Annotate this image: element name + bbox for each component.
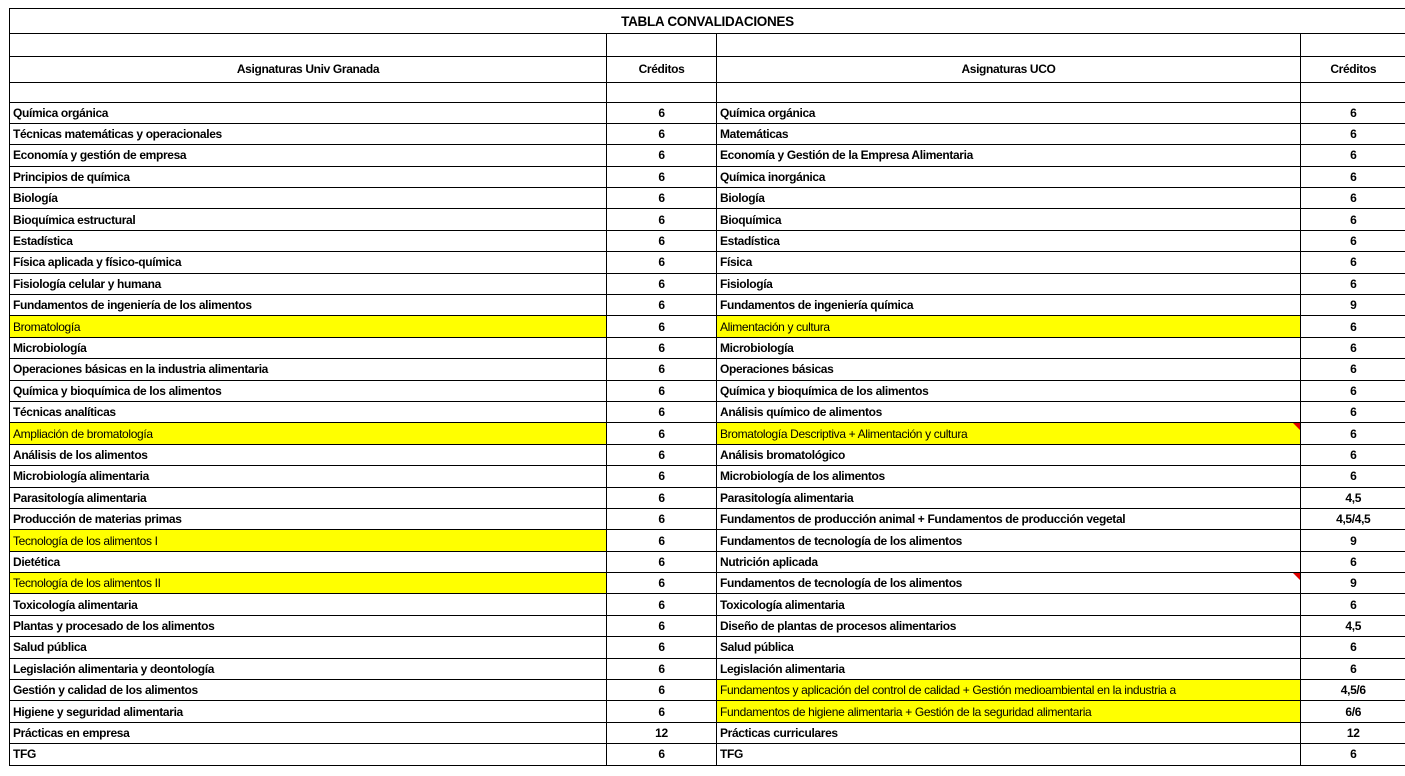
ugr-credits-cell[interactable]: 6	[607, 145, 717, 166]
table-row	[10, 209, 1405, 230]
comment-indicator-icon[interactable]	[1293, 573, 1300, 580]
table-row	[10, 230, 1405, 251]
empty-cell[interactable]	[607, 34, 717, 56]
ugr-subject-cell[interactable]: Fisiología celular y humana	[10, 273, 607, 294]
uco-subject-cell[interactable]: Microbiología	[717, 337, 1301, 358]
ugr-subject-cell[interactable]: Ampliación de bromatología	[10, 423, 607, 444]
ugr-subject-cell[interactable]: Fundamentos de ingeniería de los alimentos	[10, 295, 607, 316]
uco-credits-cell[interactable]: 6	[1301, 444, 1405, 465]
table-row	[10, 423, 1405, 444]
uco-subject-cell[interactable]: Fundamentos y aplicación del control de calidad + Gestión medioambiental en la industria a	[717, 680, 1301, 701]
uco-credits-cell[interactable]: 6	[1301, 145, 1405, 166]
uco-credits-cell[interactable]: 6	[1301, 252, 1405, 273]
ugr-credits-cell[interactable]: 6	[607, 337, 717, 358]
table-row	[10, 573, 1405, 594]
header-uco-credits[interactable]: Créditos	[1301, 56, 1405, 82]
ugr-subject-cell[interactable]: Principios de química	[10, 166, 607, 187]
ugr-credits-cell[interactable]: 6	[607, 230, 717, 251]
uco-credits-cell[interactable]: 6	[1301, 166, 1405, 187]
spreadsheet	[9, 8, 1405, 766]
uco-subject-cell[interactable]: Fundamentos de tecnología de los alimentos	[717, 530, 1301, 551]
ugr-credits-cell[interactable]: 6	[607, 466, 717, 487]
ugr-subject-cell[interactable]: Gestión y calidad de los alimentos	[10, 680, 607, 701]
uco-credits-cell[interactable]: 6	[1301, 744, 1405, 765]
uco-subject-cell[interactable]: Fundamentos de producción animal + Fundamentos de producción vegetal	[717, 508, 1301, 529]
uco-credits-cell[interactable]: 6	[1301, 423, 1405, 444]
uco-credits-cell[interactable]: 6	[1301, 658, 1405, 679]
ugr-subject-cell[interactable]: TFG	[10, 744, 607, 765]
ugr-credits-cell[interactable]: 6	[607, 573, 717, 594]
uco-credits-cell[interactable]: 4,5/6	[1301, 680, 1405, 701]
ugr-credits-cell[interactable]: 6	[607, 487, 717, 508]
uco-credits-cell[interactable]: 6	[1301, 337, 1405, 358]
ugr-credits-cell[interactable]: 6	[607, 273, 717, 294]
ugr-subject-cell[interactable]: Biología	[10, 188, 607, 209]
ugr-subject-cell[interactable]: Dietética	[10, 551, 607, 572]
ugr-subject-cell[interactable]: Parasitología alimentaria	[10, 487, 607, 508]
uco-credits-cell[interactable]: 6	[1301, 401, 1405, 422]
uco-subject-cell[interactable]: Fisiología	[717, 273, 1301, 294]
convalidation-table	[9, 34, 1405, 766]
empty-cell[interactable]	[10, 82, 607, 102]
ugr-subject-cell[interactable]: Toxicología alimentaria	[10, 594, 607, 615]
ugr-subject-cell[interactable]: Tecnología de los alimentos I	[10, 530, 607, 551]
uco-subject-cell[interactable]: Matemáticas	[717, 123, 1301, 144]
table-row	[10, 658, 1405, 679]
uco-subject-cell[interactable]: Fundamentos de tecnología de los alimentos	[717, 573, 1301, 594]
ugr-subject-cell[interactable]: Legislación alimentaria y deontología	[10, 658, 607, 679]
header-uco-subject[interactable]: Asignaturas UCO	[717, 56, 1301, 82]
uco-subject-cell[interactable]: Fundamentos de higiene alimentaria + Gestión de la seguridad alimentaria	[717, 701, 1301, 722]
uco-subject-cell[interactable]: Diseño de plantas de procesos alimentarios	[717, 615, 1301, 636]
table-row	[10, 701, 1405, 722]
uco-subject-cell[interactable]: Operaciones básicas	[717, 359, 1301, 380]
table-row	[10, 466, 1405, 487]
uco-subject-cell[interactable]: Microbiología de los alimentos	[717, 466, 1301, 487]
ugr-subject-cell[interactable]: Técnicas analíticas	[10, 401, 607, 422]
header-ugr-credits[interactable]: Créditos	[607, 56, 717, 82]
uco-credits-cell[interactable]: 6	[1301, 466, 1405, 487]
empty-cell[interactable]	[1301, 82, 1405, 102]
uco-credits-cell[interactable]: 9	[1301, 295, 1405, 316]
table-row	[10, 295, 1405, 316]
ugr-credits-cell[interactable]: 6	[607, 401, 717, 422]
uco-subject-cell[interactable]: Química y bioquímica de los alimentos	[717, 380, 1301, 401]
ugr-subject-cell[interactable]: Prácticas en empresa	[10, 722, 607, 743]
ugr-subject-cell[interactable]: Economía y gestión de empresa	[10, 145, 607, 166]
table-row	[10, 444, 1405, 465]
uco-subject-cell[interactable]: Toxicología alimentaria	[717, 594, 1301, 615]
ugr-credits-cell[interactable]: 6	[607, 380, 717, 401]
uco-subject-cell[interactable]: Bioquímica	[717, 209, 1301, 230]
uco-credits-cell[interactable]: 4,5	[1301, 615, 1405, 636]
ugr-credits-cell[interactable]: 6	[607, 359, 717, 380]
empty-cell[interactable]	[607, 82, 717, 102]
uco-credits-cell[interactable]: 6	[1301, 230, 1405, 251]
uco-subject-cell[interactable]: Física	[717, 252, 1301, 273]
uco-credits-cell[interactable]: 6/6	[1301, 701, 1405, 722]
ugr-credits-cell[interactable]: 6	[607, 252, 717, 273]
uco-subject-cell[interactable]: Análisis bromatológico	[717, 444, 1301, 465]
empty-cell[interactable]	[717, 34, 1301, 56]
ugr-credits-cell[interactable]: 6	[607, 701, 717, 722]
uco-subject-cell[interactable]: Parasitología alimentaria	[717, 487, 1301, 508]
ugr-subject-cell[interactable]: Plantas y procesado de los alimentos	[10, 615, 607, 636]
table-row	[10, 594, 1405, 615]
uco-credits-cell[interactable]: 6	[1301, 188, 1405, 209]
uco-subject-cell[interactable]: Análisis químico de alimentos	[717, 401, 1301, 422]
ugr-credits-cell[interactable]: 6	[607, 188, 717, 209]
empty-cell[interactable]	[717, 82, 1301, 102]
ugr-subject-cell[interactable]: Análisis de los alimentos	[10, 444, 607, 465]
ugr-credits-cell[interactable]: 6	[607, 295, 717, 316]
ugr-credits-cell[interactable]: 6	[607, 423, 717, 444]
uco-subject-cell[interactable]: Salud pública	[717, 637, 1301, 658]
uco-subject-cell[interactable]: Química orgánica	[717, 102, 1301, 123]
ugr-credits-cell[interactable]: 6	[607, 508, 717, 529]
uco-credits-cell[interactable]: 9	[1301, 530, 1405, 551]
table-row	[10, 551, 1405, 572]
uco-credits-cell[interactable]: 6	[1301, 273, 1405, 294]
table-row	[10, 508, 1405, 529]
ugr-subject-cell[interactable]: Física aplicada y físico-química	[10, 252, 607, 273]
ugr-subject-cell[interactable]: Producción de materias primas	[10, 508, 607, 529]
table-body	[10, 34, 1405, 765]
uco-credits-cell[interactable]: 6	[1301, 102, 1405, 123]
ugr-credits-cell[interactable]: 6	[607, 123, 717, 144]
ugr-subject-cell[interactable]: Bioquímica estructural	[10, 209, 607, 230]
empty-row	[10, 34, 1405, 56]
table-row	[10, 722, 1405, 743]
uco-subject-cell[interactable]: Economía y Gestión de la Empresa Alimentaria	[717, 145, 1301, 166]
empty-cell[interactable]	[10, 34, 607, 56]
table-row	[10, 145, 1405, 166]
ugr-subject-cell[interactable]: Química y bioquímica de los alimentos	[10, 380, 607, 401]
uco-credits-cell[interactable]: 6	[1301, 123, 1405, 144]
header-row	[10, 56, 1405, 82]
uco-credits-cell[interactable]: 6	[1301, 594, 1405, 615]
uco-subject-cell[interactable]: Nutrición aplicada	[717, 551, 1301, 572]
table-row	[10, 337, 1405, 358]
ugr-credits-cell[interactable]: 6	[607, 637, 717, 658]
uco-subject-cell[interactable]: Biología	[717, 188, 1301, 209]
table-row	[10, 252, 1405, 273]
table-row	[10, 359, 1405, 380]
ugr-credits-cell[interactable]: 12	[607, 722, 717, 743]
table-row	[10, 166, 1405, 187]
uco-credits-cell[interactable]: 6	[1301, 209, 1405, 230]
table-row	[10, 123, 1405, 144]
sheet-title[interactable]: TABLA CONVALIDACIONES	[9, 8, 1405, 34]
ugr-subject-cell[interactable]: Tecnología de los alimentos II	[10, 573, 607, 594]
uco-credits-cell[interactable]: 4,5/4,5	[1301, 508, 1405, 529]
ugr-credits-cell[interactable]: 6	[607, 615, 717, 636]
table-row	[10, 637, 1405, 658]
table-row	[10, 316, 1405, 337]
table-row	[10, 744, 1405, 765]
ugr-subject-cell[interactable]: Química orgánica	[10, 102, 607, 123]
ugr-credits-cell[interactable]: 6	[607, 658, 717, 679]
uco-credits-cell[interactable]: 9	[1301, 573, 1405, 594]
uco-subject-cell[interactable]: Fundamentos de ingeniería química	[717, 295, 1301, 316]
ugr-credits-cell[interactable]: 6	[607, 551, 717, 572]
ugr-credits-cell[interactable]: 6	[607, 316, 717, 337]
ugr-credits-cell[interactable]: 6	[607, 530, 717, 551]
table-row	[10, 188, 1405, 209]
uco-subject-cell[interactable]: Legislación alimentaria	[717, 658, 1301, 679]
uco-subject-cell[interactable]: TFG	[717, 744, 1301, 765]
uco-credits-cell[interactable]: 4,5	[1301, 487, 1405, 508]
ugr-subject-cell[interactable]: Operaciones básicas en la industria alimentaria	[10, 359, 607, 380]
comment-indicator-icon[interactable]	[1293, 423, 1300, 430]
uco-subject-cell[interactable]: Química inorgánica	[717, 166, 1301, 187]
empty-row	[10, 82, 1405, 102]
ugr-subject-cell[interactable]: Bromatología	[10, 316, 607, 337]
ugr-credits-cell[interactable]: 6	[607, 166, 717, 187]
ugr-credits-cell[interactable]: 6	[607, 209, 717, 230]
uco-credits-cell[interactable]: 6	[1301, 637, 1405, 658]
uco-subject-cell[interactable]: Bromatología Descriptiva + Alimentación y cultura	[717, 423, 1301, 444]
uco-credits-cell[interactable]: 12	[1301, 722, 1405, 743]
ugr-subject-cell[interactable]: Salud pública	[10, 637, 607, 658]
ugr-credits-cell[interactable]: 6	[607, 444, 717, 465]
uco-subject-cell[interactable]: Estadística	[717, 230, 1301, 251]
ugr-credits-cell[interactable]: 6	[607, 744, 717, 765]
ugr-subject-cell[interactable]: Técnicas matemáticas y operacionales	[10, 123, 607, 144]
table-row	[10, 487, 1405, 508]
uco-subject-cell[interactable]: Alimentación y cultura	[717, 316, 1301, 337]
uco-credits-cell[interactable]: 6	[1301, 359, 1405, 380]
table-row	[10, 380, 1405, 401]
uco-credits-cell[interactable]: 6	[1301, 551, 1405, 572]
ugr-subject-cell[interactable]: Higiene y seguridad alimentaria	[10, 701, 607, 722]
table-row	[10, 615, 1405, 636]
uco-subject-cell[interactable]: Prácticas curriculares	[717, 722, 1301, 743]
empty-cell[interactable]	[1301, 34, 1405, 56]
uco-credits-cell[interactable]: 6	[1301, 380, 1405, 401]
table-row	[10, 530, 1405, 551]
ugr-subject-cell[interactable]: Microbiología	[10, 337, 607, 358]
ugr-subject-cell[interactable]: Microbiología alimentaria	[10, 466, 607, 487]
uco-credits-cell[interactable]: 6	[1301, 316, 1405, 337]
ugr-credits-cell[interactable]: 6	[607, 594, 717, 615]
table-row	[10, 102, 1405, 123]
ugr-credits-cell[interactable]: 6	[607, 680, 717, 701]
table-row	[10, 401, 1405, 422]
ugr-subject-cell[interactable]: Estadística	[10, 230, 607, 251]
header-ugr-subject[interactable]: Asignaturas Univ Granada	[10, 56, 607, 82]
ugr-credits-cell[interactable]: 6	[607, 102, 717, 123]
table-row	[10, 273, 1405, 294]
table-row	[10, 680, 1405, 701]
